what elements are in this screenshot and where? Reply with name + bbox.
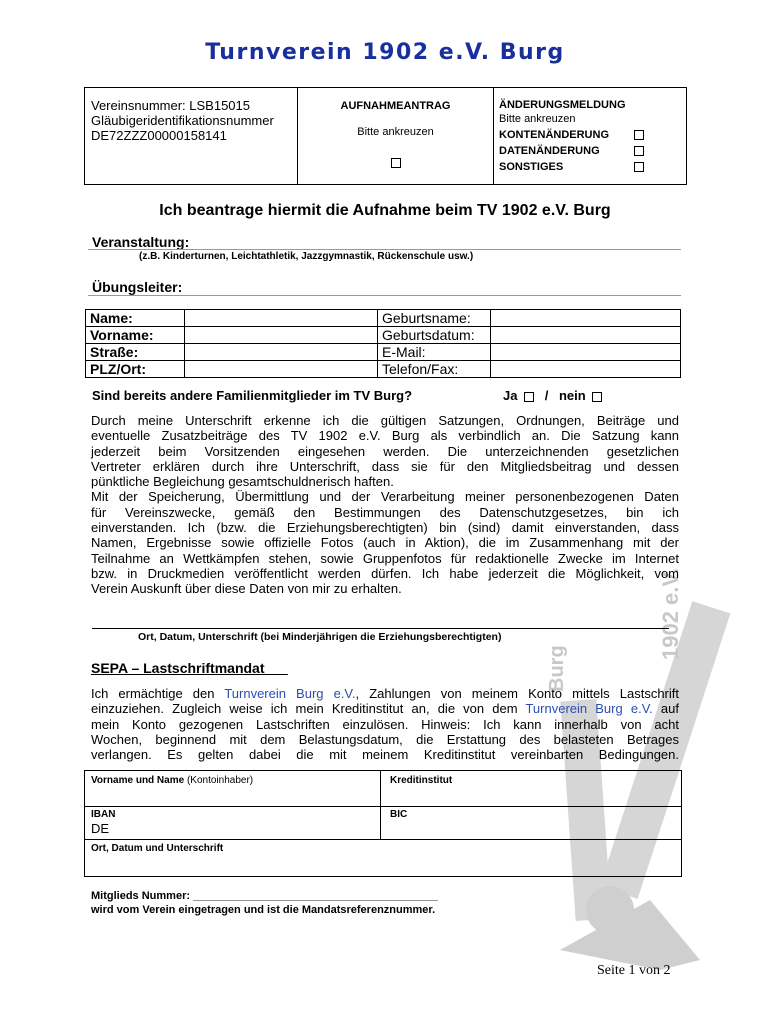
consent-line: pünktliche Begleichung gesamtschuldnerisch haften. (91, 474, 394, 490)
family-answer (503, 388, 602, 403)
page-title: Turnverein 1902 e.V. Burg (205, 40, 565, 65)
account-holder-label: Vorname und Name (91, 775, 185, 786)
page-number: Seite 1 von 2 (597, 963, 671, 978)
iban-field[interactable]: DE (91, 821, 110, 836)
club-number: Vereinsnummer: LSB15015 (91, 98, 250, 113)
accounts-checkbox[interactable] (634, 130, 644, 140)
club-name-link: Turnverein Burg e.V. (224, 686, 356, 701)
birth-name-field[interactable] (491, 310, 681, 327)
consent-line: bzw. in Druckmedien veröffentlicht werden dürfen. Ich habe jederzeit die Möglichkeit, vom (91, 565, 679, 581)
creditor-id-label: Gläubigeridentifikationsnummer (91, 113, 274, 128)
change-hint: Bitte ankreuzen (499, 113, 576, 125)
family-yes-label: Ja (503, 388, 518, 403)
zip-city-field[interactable] (185, 361, 378, 378)
table-row (86, 310, 681, 327)
sepa-line: Wochen, beginnend mit dem Belastungsdatum, die Erstattung des belasteten Betrages (91, 731, 679, 747)
sepa-line: Ich ermächtige den Turnverein Burg e.V., Zahlungen von meinem Konto mittels Lastschrift (91, 686, 679, 701)
bic-label[interactable]: BIC (390, 809, 408, 820)
place-date-signature-label[interactable]: Ort, Datum und Unterschrift (91, 843, 224, 854)
family-no-checkbox[interactable] (592, 392, 602, 402)
street-field[interactable] (185, 344, 378, 361)
street-label: Straße: (86, 344, 185, 361)
change-option-label: KONTENÄNDERUNG (499, 129, 609, 141)
event-hint: (z.B. Kinderturnen, Leichtathletik, Jazzgymnastik, Rückenschule usw.) (139, 251, 474, 262)
account-holder-cell[interactable] (91, 775, 253, 786)
sepa-form-grid (84, 770, 682, 877)
phone-fax-label: Telefon/Fax: (378, 361, 491, 378)
change-cell (494, 88, 686, 184)
sepa-line: verlangen. Es gelten dabei die mit meinem Kreditinstitut vereinbarten Bedingungen. (91, 747, 679, 763)
header-table (84, 87, 687, 185)
member-number-label[interactable]: Mitglieds Nummer: ________________________________________ (91, 890, 438, 902)
application-label: AUFNAHMEANTRAG (340, 100, 451, 112)
signature-line[interactable] (92, 628, 669, 629)
event-label: Veranstaltung: (92, 234, 190, 250)
consent-line: Vertreter erklären durch ihre Unterschrift, dass sie für den Mitgliedsbeitrag und dessen (91, 458, 679, 474)
signature-caption: Ort, Datum, Unterschrift (bei Minderjährigen die Erziehungsberechtigten) (138, 631, 502, 643)
consent-line: Durch meine Unterschrift erkenne ich die gültigen Satzungen, Ordnungen, Beiträge und (91, 413, 679, 428)
data-checkbox[interactable] (634, 146, 644, 156)
request-heading: Ich beantrage hiermit die Aufnahme beim TV 1902 e.V. Burg (159, 202, 611, 219)
consent-line: für Vereinszwecke, gemäß den Bestimmungen des Datenschutzgesetzes, bin ich (91, 504, 679, 520)
first-name-field[interactable] (185, 327, 378, 344)
table-row (86, 327, 681, 344)
change-option-label: SONSTIGES (499, 161, 564, 173)
club-name-link: Turnverein Burg e.V. (525, 701, 653, 717)
consent-line: Namen, Ergebnisse sowie offizielle Fotos (auch in Aktion), die im Zusammenhang mit der (91, 535, 679, 551)
application-cell (298, 88, 494, 184)
application-hint: Bitte ankreuzen (357, 126, 434, 138)
watermark-city: Burg (546, 645, 568, 692)
consent-text (91, 413, 679, 597)
name-field[interactable] (185, 310, 378, 327)
change-label: ÄNDERUNGSMELDUNG (499, 99, 626, 111)
family-separator: / (544, 388, 549, 403)
consent-line: Verein Auskunft über diese Daten von mir zu erhalten. (91, 581, 402, 597)
change-option-data (499, 143, 644, 159)
application-checkbox[interactable] (391, 158, 401, 168)
change-option-accounts (499, 127, 644, 143)
sepa-heading (91, 660, 288, 676)
personal-data-table (85, 309, 681, 378)
birth-date-field[interactable] (491, 327, 681, 344)
account-holder-hint: (Kontoinhaber) (184, 775, 254, 786)
email-field[interactable] (491, 344, 681, 361)
zip-city-label: PLZ/Ort: (86, 361, 185, 378)
phone-fax-field[interactable] (491, 361, 681, 378)
consent-line: eventuelle Zusatzbeiträge des TV 1902 e.V. Burg als verbindlich an. Die Satzung kann (91, 428, 679, 444)
sepa-line: mein Konto gezogenen Lastschriften einzulösen. Hinweis: Ich kann innerhalb von acht (91, 716, 679, 732)
watermark-year: 1902 e.V. (658, 567, 683, 660)
name-label: Name: (86, 310, 185, 327)
grid-divider (380, 771, 381, 839)
consent-line: einverstanden. Ich (bzw. die Erziehungsberechtigten) bin (sind) damit einverstanden, dass (91, 520, 679, 536)
grid-divider (85, 806, 681, 807)
iban-label: IBAN (91, 809, 116, 820)
consent-line: Mit der Speicherung, Übermittlung und der Verarbeitung meiner personenbezogenen Daten (91, 489, 679, 505)
table-row (86, 361, 681, 378)
sepa-line: einzuziehen. Zugleich weise ich mein Kreditinstitut an, die von dem Turnverein Burg e.V. auf (91, 701, 679, 717)
family-no-label: nein (558, 388, 586, 403)
first-name-label: Vorname: (86, 327, 185, 344)
birth-name-label: Geburtsname: (378, 310, 491, 327)
family-yes-checkbox[interactable] (524, 392, 534, 402)
consent-line: Teilnahme an Wettkämpfen stehen, sowie Gruppenfotos für redaktionelle Zwecke im Internet (91, 550, 679, 566)
birth-date-label: Geburtsdatum: (378, 327, 491, 344)
change-option-other (499, 159, 644, 175)
creditor-id: DE72ZZZ00000158141 (91, 128, 227, 143)
table-row (86, 344, 681, 361)
club-info-cell (85, 88, 298, 184)
trainer-label: Übungsleiter: (92, 279, 183, 295)
email-label: E-Mail: (378, 344, 491, 361)
other-checkbox[interactable] (634, 162, 644, 172)
bank-label[interactable]: Kreditinstitut (390, 775, 453, 786)
trainer-input-line[interactable] (88, 295, 681, 296)
family-question: Sind bereits andere Familienmitglieder im TV Burg? (92, 388, 413, 403)
change-option-label: DATENÄNDERUNG (499, 145, 600, 157)
consent-line: jederzeit beim Vorsitzenden eingesehen werden. Die unterzeichnenden gesetzlichen (91, 443, 679, 459)
event-input-line[interactable] (88, 249, 681, 250)
grid-divider (85, 839, 681, 840)
sepa-heading-text: SEPA – Lastschriftmandat (91, 660, 265, 676)
member-number-note: wird vom Verein eingetragen und ist die Mandatsreferenznummer. (91, 904, 436, 916)
sepa-text (91, 686, 679, 762)
